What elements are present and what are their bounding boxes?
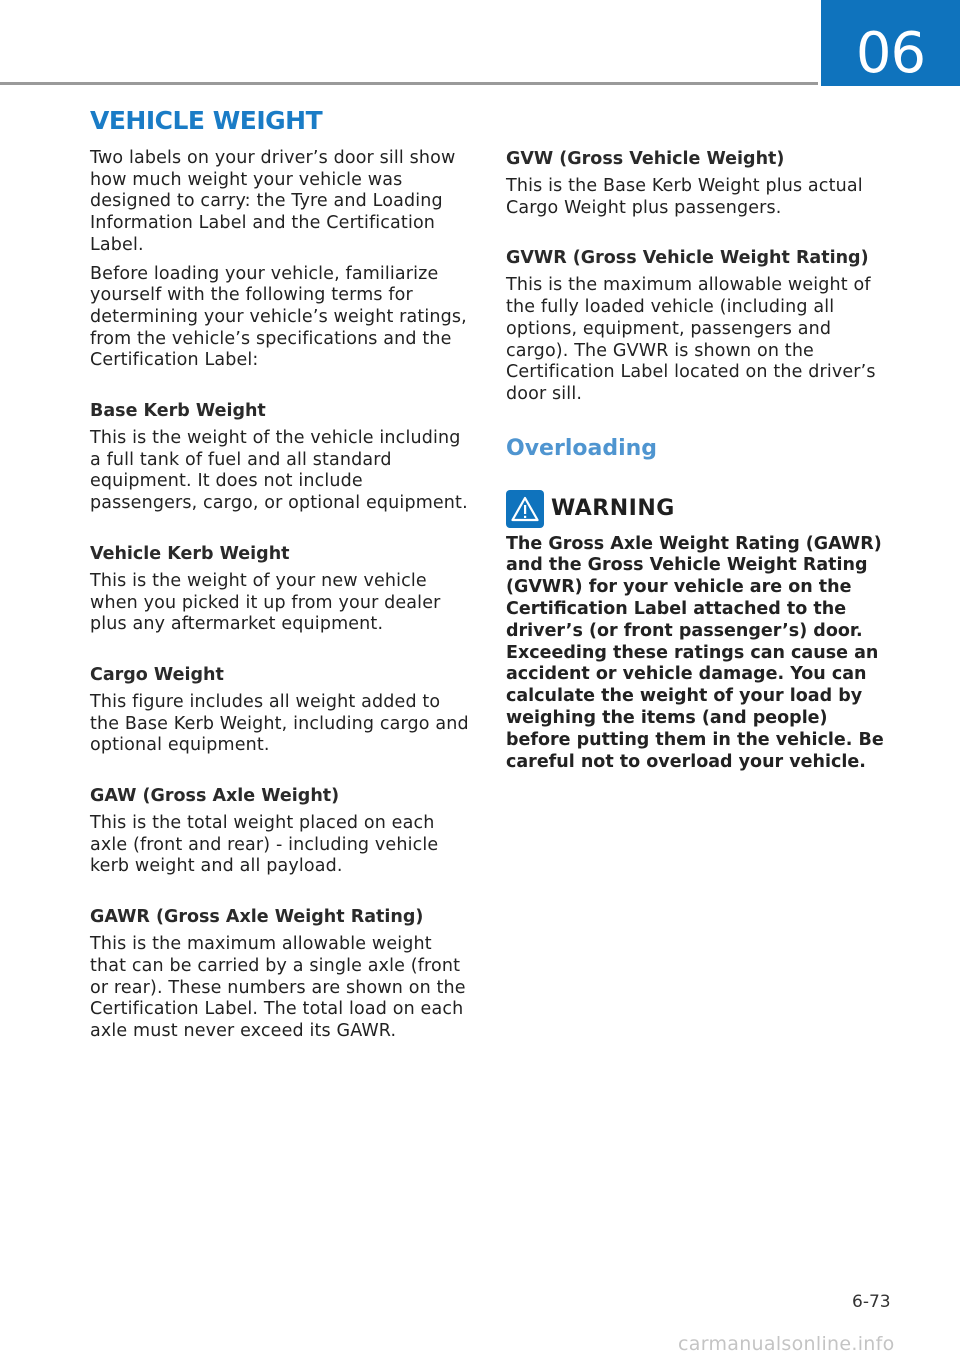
- intro-paragraph: Two labels on your driver’s door sill show how much weight your vehicle was designed to carry: the Tyre and Loading Information Label and the Certification Label.: [90, 148, 456, 255]
- warning-block: [506, 490, 884, 774]
- watermark: carmanualsonline.info: [678, 1333, 895, 1355]
- term-text-gawr: This is the maximum allowable weight that can be carried by a single axle (front or rear). These numbers are shown on the Certification Label. The total load on each axle must never exceed its GAWR.: [90, 934, 466, 1041]
- term-heading-gaw: GAW (Gross Axle Weight): [90, 786, 340, 807]
- term-heading-gawr: GAWR (Gross Axle Weight Rating): [90, 907, 424, 928]
- page-number: 6-73: [852, 1292, 891, 1312]
- section-title: VEHICLE WEIGHT: [90, 106, 323, 135]
- term-text-gaw: This is the total weight placed on each axle (front and rear) - including vehicle kerb weight and all payload.: [90, 813, 439, 877]
- chapter-tab: [821, 0, 960, 86]
- chapter-number: 06: [855, 21, 926, 86]
- warning-triangle-icon: [506, 490, 544, 528]
- warning-label: WARNING: [551, 496, 675, 522]
- term-text-base-kerb-weight: This is the weight of the vehicle including a full tank of fuel and all standard equipment. It does not include passengers, cargo, or optional equipment.: [90, 428, 468, 514]
- intro-paragraph: Before loading your vehicle, familiarize yourself with the following terms for determining your vehicle’s weight ratings, from the vehicle’s specifications and the Certification Label:: [90, 263, 467, 371]
- term-text-vehicle-kerb-weight: This is the weight of your new vehicle when you picked it up from your dealer plus any aftermarket equipment.: [90, 570, 441, 635]
- term-heading-gvwr: GVWR (Gross Vehicle Weight Rating): [506, 248, 869, 269]
- subsection-heading-overloading: Overloading: [506, 435, 658, 461]
- warning-text: The Gross Axle Weight Rating (GAWR) and the Gross Vehicle Weight Rating (GVWR) for your vehicle are on the Certification Label attached to the driver’s (or front passenger’s) door. Exceeding these ratings can cause an accident or vehicle damage. You can calculate the weight of your load by weighing the items (and people) before putting them in the vehicle. Be careful not to overload your vehicle.: [506, 533, 884, 772]
- term-text-gvwr: This is the maximum allowable weight of the fully loaded vehicle (including all options, equipment, passengers and cargo). The GVWR is shown on the Certification Label located on the driver’s door sill.: [506, 275, 876, 404]
- left-column: [90, 148, 472, 1050]
- term-heading-vehicle-kerb-weight: Vehicle Kerb Weight: [90, 543, 290, 564]
- term-heading-gvw: GVW (Gross Vehicle Weight): [506, 149, 785, 169]
- right-column: [506, 148, 884, 773]
- term-heading-cargo-weight: Cargo Weight: [90, 664, 224, 685]
- term-heading-base-kerb-weight: Base Kerb Weight: [90, 401, 266, 422]
- header-rule: [0, 82, 818, 85]
- term-text-gvw: This is the Base Kerb Weight plus actual Cargo Weight plus passengers.: [506, 176, 863, 218]
- warning-header: [506, 490, 884, 528]
- term-text-cargo-weight: This figure includes all weight added to the Base Kerb Weight, including cargo and optional equipment.: [90, 691, 469, 756]
